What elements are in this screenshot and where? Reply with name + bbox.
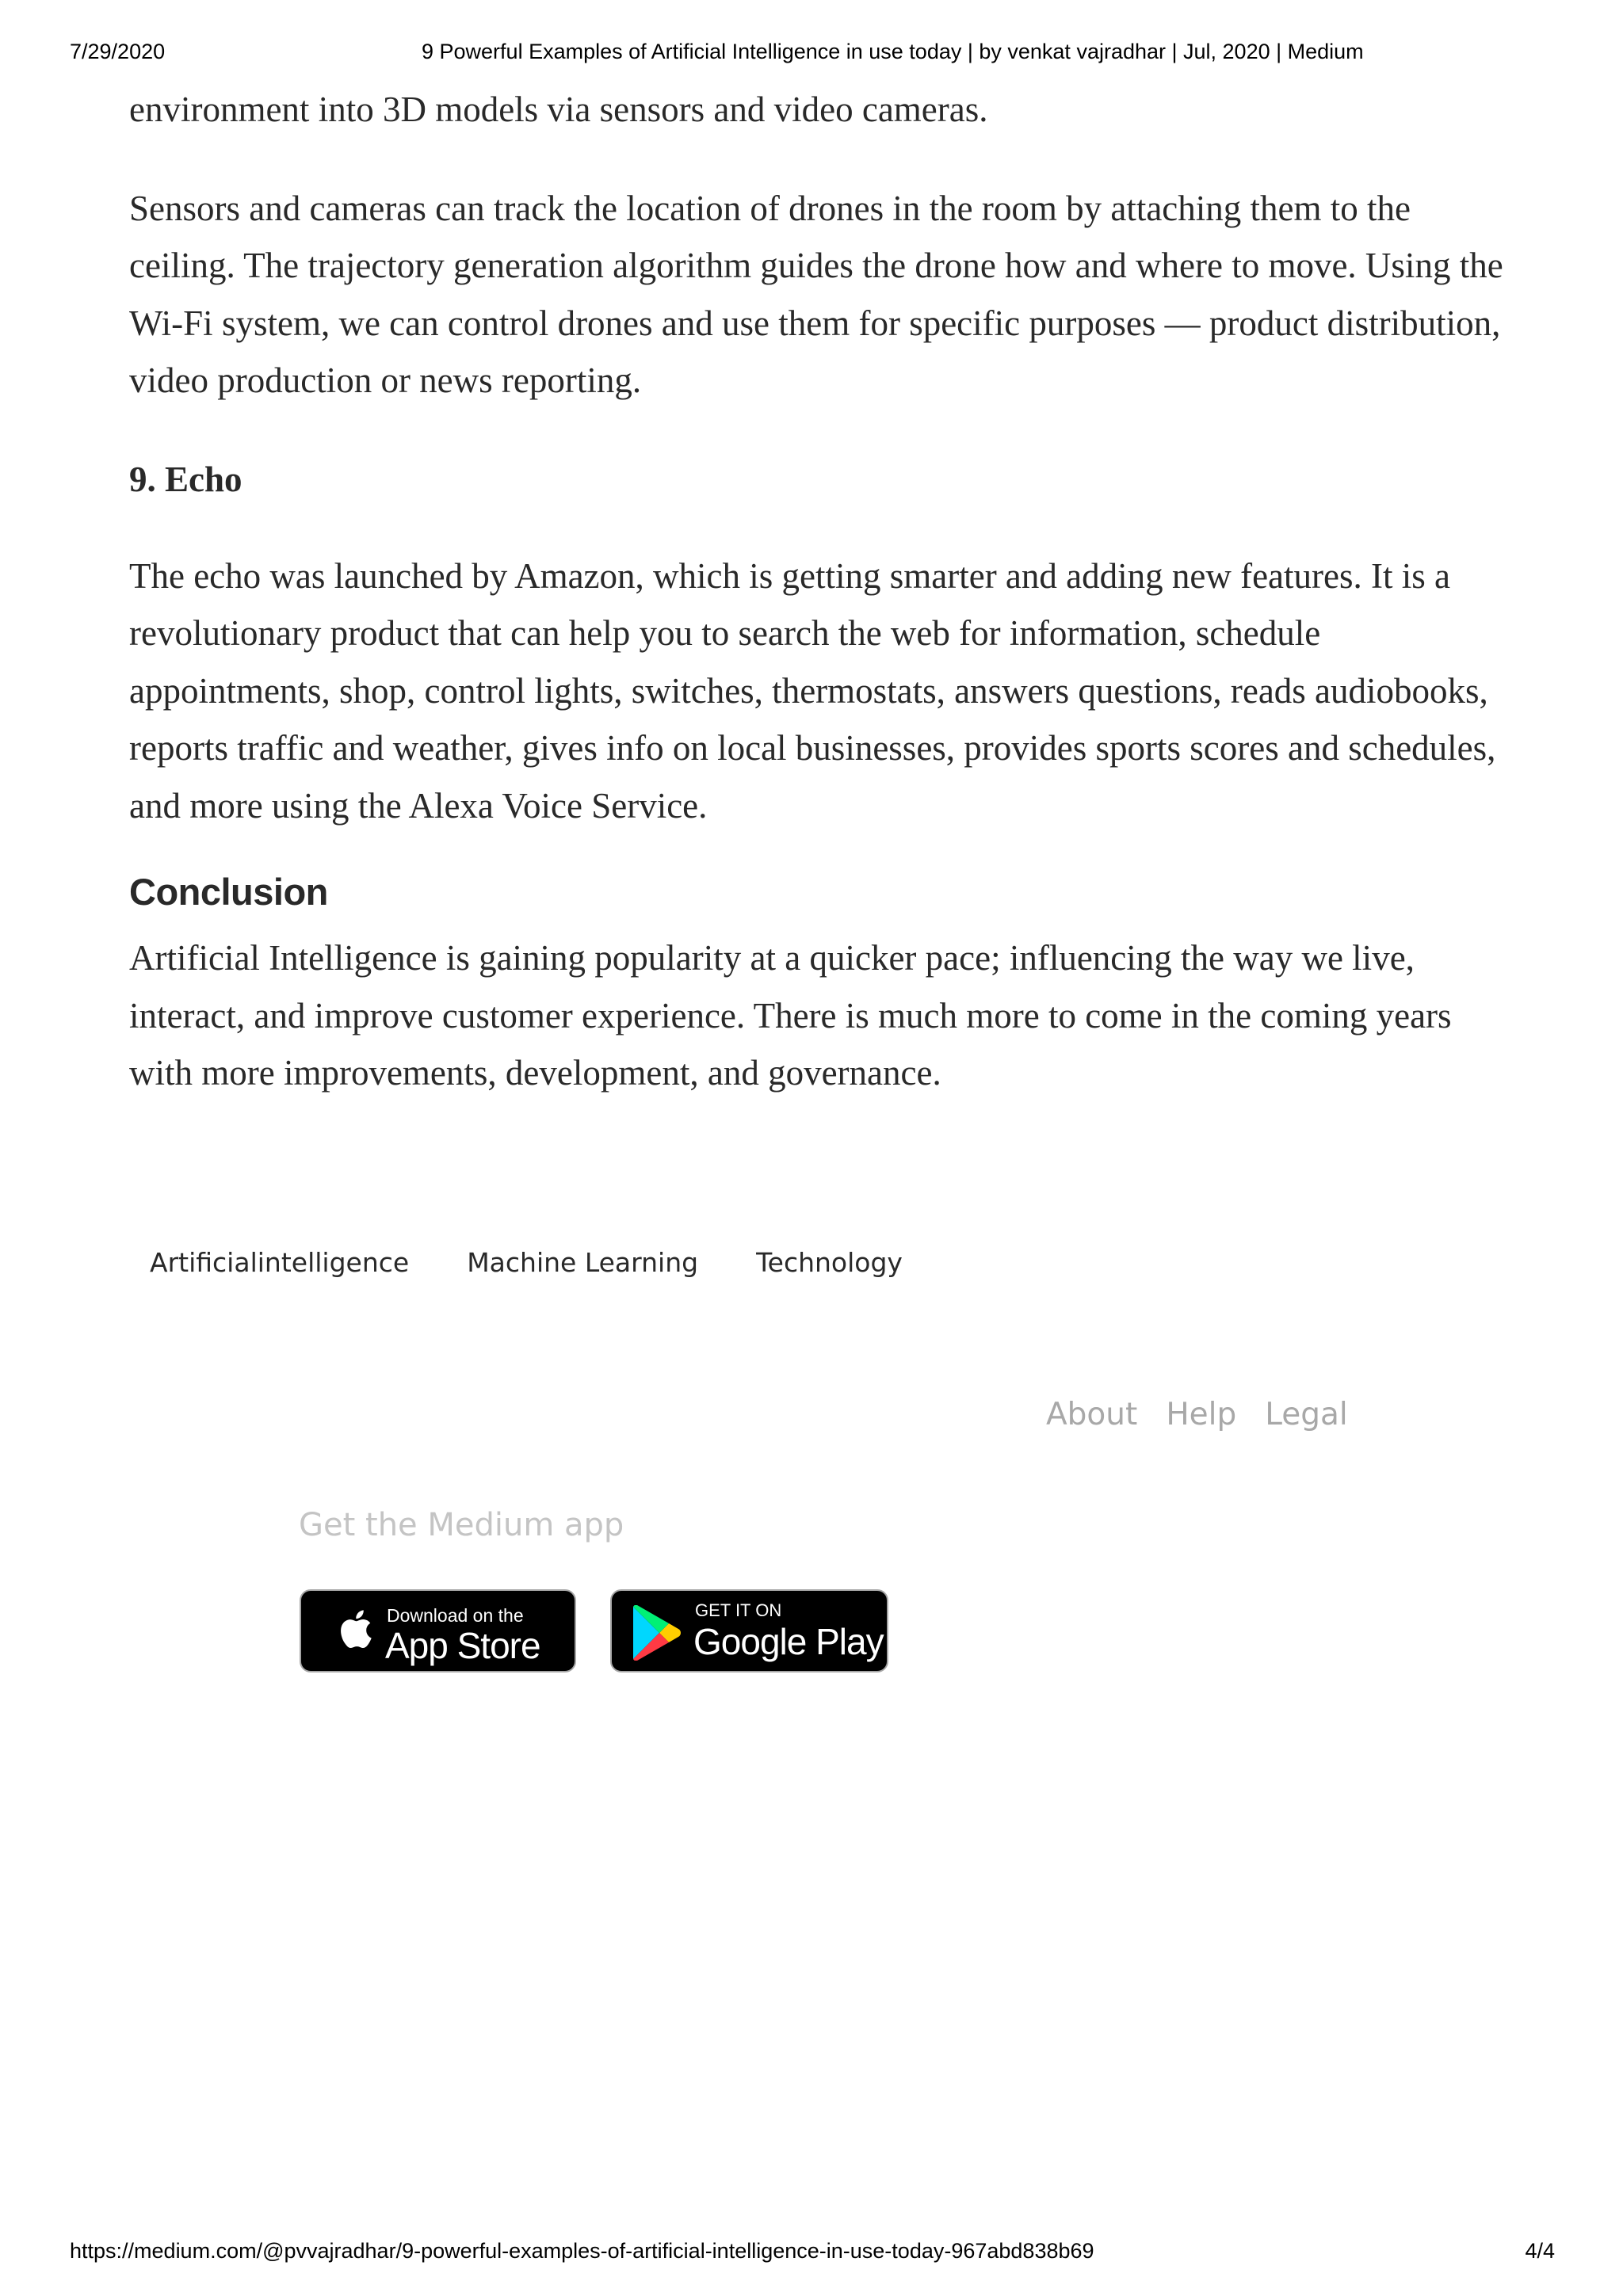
app-store-badge[interactable] [300, 1589, 576, 1672]
tag-machine-learning[interactable]: Machine Learning [467, 1247, 699, 1278]
print-header [0, 40, 1623, 71]
google-play-small-text: GET IT ON [695, 1600, 782, 1620]
google-play-icon [631, 1605, 683, 1665]
page-number: 4/4 [1525, 2239, 1555, 2263]
print-footer [0, 2239, 1623, 2271]
legal-link[interactable]: Legal [1265, 1397, 1348, 1432]
about-link[interactable]: About [1046, 1397, 1138, 1432]
google-play-badge[interactable] [610, 1589, 888, 1672]
get-app-heading: Get the Medium app [299, 1507, 624, 1543]
google-play-big-text: Google Play [693, 1621, 884, 1662]
footer-links [1046, 1397, 1377, 1432]
print-url: https://medium.com/@pvvajradhar/9-powerful-examples-of-artificial-intelligence-in-use-today-967abd838b69 [70, 2239, 1094, 2263]
article-body [129, 81, 1508, 1102]
paragraph-drones: Sensors and cameras can track the location of drones in the room by attaching them to the ceiling. The trajectory generation algorithm guides the drone how and where to move. Using the Wi-Fi system, we can control drones and use them for specific purposes — product distribution, video production or news reporting. [129, 188, 1503, 400]
heading-conclusion: Conclusion [129, 871, 328, 913]
tag-artificialintelligence[interactable]: Artificialintelligence [150, 1247, 410, 1278]
apple-icon [336, 1607, 372, 1655]
paragraph-continuation: environment into 3D models via sensors and video cameras. [129, 90, 988, 129]
print-date: 7/29/2020 [70, 40, 166, 63]
tag-list [129, 1241, 940, 1284]
heading-echo: 9. Echo [129, 459, 242, 499]
tag-technology[interactable]: Technology [756, 1247, 903, 1278]
help-link[interactable]: Help [1166, 1397, 1237, 1432]
paragraph-conclusion: Artificial Intelligence is gaining popularity at a quicker pace; influencing the way we live, interact, and improve customer experience. There is much more to come in the coming years with more improvements, development, and governance. [129, 938, 1452, 1093]
app-store-small-text: Download on the [387, 1605, 524, 1626]
paragraph-echo: The echo was launched by Amazon, which is getting smarter and adding new features. It is a revolutionary product that can help you to search the web for information, schedule appointments, shop, control lights, switches, thermostats, answers questions, reads audiobooks, reports traffic and weather, gives info on local businesses, provides sports scores and schedules, and more using the Alexa Voice Service. [129, 555, 1496, 826]
app-store-big-text: App Store [385, 1625, 540, 1666]
print-title: 9 Powerful Examples of Artificial Intelligence in use today | by venkat vajradhar | Jul, 2020 | Medium [422, 40, 1364, 63]
